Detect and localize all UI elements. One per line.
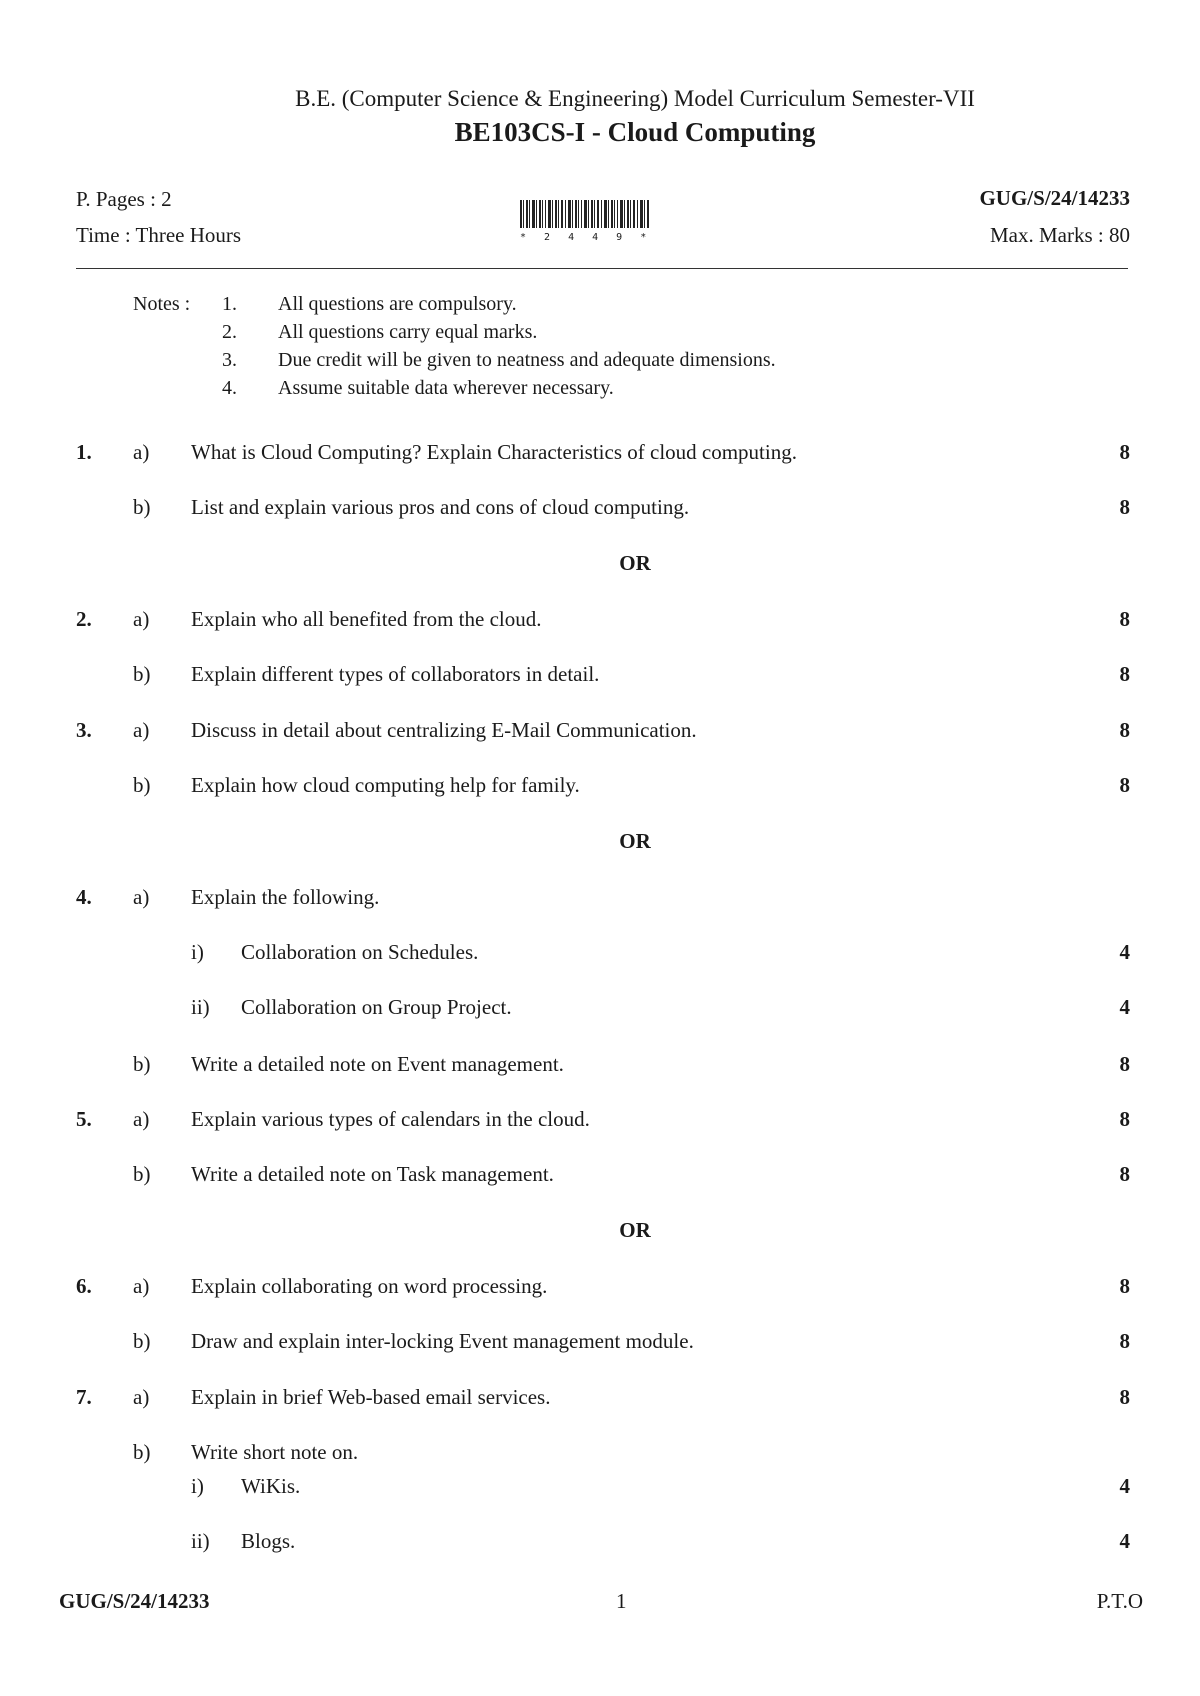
question-text: Write a detailed note on Task management. (191, 1162, 554, 1186)
part-label: b) (133, 662, 151, 686)
paper-code: GUG/S/24/14233 (979, 186, 1130, 210)
question-text: Explain the following. (191, 885, 380, 909)
question-text: Explain how cloud computing help for family. (191, 773, 580, 797)
subpart-label: i) (191, 1474, 204, 1498)
note-text: All questions are compulsory. (278, 293, 517, 315)
part-label: a) (133, 607, 150, 631)
subpart-label: ii) (191, 1529, 210, 1553)
question-text: Discuss in detail about centralizing E-Mail Communication. (191, 718, 697, 742)
note-text: All questions carry equal marks. (278, 321, 538, 343)
subpart-label: i) (191, 940, 204, 964)
question-text: Explain who all benefited from the cloud. (191, 607, 542, 631)
note-number: 4. (222, 377, 237, 399)
notes-label: Notes : (133, 293, 191, 315)
note-text: Assume suitable data wherever necessary. (278, 377, 614, 399)
paper-title: BE103CS-I - Cloud Computing (454, 117, 816, 147)
part-label: a) (133, 1107, 150, 1131)
part-label: b) (133, 495, 151, 519)
marks: 8 (1119, 773, 1130, 797)
note-number: 3. (222, 349, 237, 371)
part-label: b) (133, 1162, 151, 1186)
question-text: Explain different types of collaborators in detail. (191, 662, 600, 686)
question-number: 3. (76, 718, 92, 742)
question-text: List and explain various pros and cons of cloud computing. (191, 495, 690, 519)
part-label: b) (133, 1440, 151, 1464)
page-number: 1 (616, 1589, 627, 1613)
marks: 4 (1119, 1529, 1130, 1553)
question-text: Draw and explain inter-locking Event management module. (191, 1329, 694, 1353)
subpart-text: Collaboration on Schedules. (241, 940, 479, 964)
marks: 8 (1119, 1107, 1130, 1131)
please-turn-over: P.T.O (1096, 1589, 1143, 1613)
page-count: P. Pages : 2 (76, 187, 172, 211)
marks: 8 (1119, 607, 1130, 631)
note-number: 2. (222, 321, 237, 343)
subpart-text: Blogs. (241, 1529, 296, 1553)
question-text: Write short note on. (191, 1440, 359, 1464)
question-text: Explain collaborating on word processing. (191, 1274, 548, 1298)
barcode-image (520, 200, 650, 228)
part-label: a) (133, 885, 150, 909)
question-number: 6. (76, 1274, 92, 1298)
note-text: Due credit will be given to neatness and adequate dimensions. (278, 349, 776, 371)
part-label: a) (133, 1274, 150, 1298)
course-line: B.E. (Computer Science & Engineering) Model Curriculum Semester-VII (295, 86, 975, 111)
marks: 8 (1119, 1052, 1130, 1076)
part-label: a) (133, 1385, 150, 1409)
marks: 8 (1119, 662, 1130, 686)
part-label: b) (133, 773, 151, 797)
subpart-text: WiKis. (241, 1474, 301, 1498)
marks: 4 (1119, 995, 1130, 1019)
part-label: a) (133, 718, 150, 742)
or-separator: OR (619, 551, 651, 575)
marks: 8 (1119, 718, 1130, 742)
question-number: 2. (76, 607, 92, 631)
or-separator: OR (619, 829, 651, 853)
subpart-label: ii) (191, 995, 210, 1019)
marks: 8 (1119, 1385, 1130, 1409)
header-divider (76, 268, 1128, 269)
marks: 8 (1119, 1329, 1130, 1353)
part-label: b) (133, 1052, 151, 1076)
footer-paper-code: GUG/S/24/14233 (59, 1589, 210, 1613)
marks: 8 (1119, 1274, 1130, 1298)
part-label: a) (133, 440, 150, 464)
question-text: Write a detailed note on Event management. (191, 1052, 564, 1076)
marks: 8 (1119, 495, 1130, 519)
max-marks: Max. Marks : 80 (990, 223, 1130, 247)
time-allowed: Time : Three Hours (76, 223, 242, 247)
barcode-text: * 2 4 4 9 * (520, 232, 653, 243)
question-text: What is Cloud Computing? Explain Characteristics of cloud computing. (191, 440, 797, 464)
question-number: 5. (76, 1107, 92, 1131)
marks: 4 (1119, 940, 1130, 964)
question-text: Explain in brief Web-based email services. (191, 1385, 551, 1409)
part-label: b) (133, 1329, 151, 1353)
question-number: 1. (76, 440, 92, 464)
question-number: 7. (76, 1385, 92, 1409)
marks: 8 (1119, 440, 1130, 464)
marks: 4 (1119, 1474, 1130, 1498)
note-number: 1. (222, 293, 237, 315)
question-number: 4. (76, 885, 92, 909)
marks: 8 (1119, 1162, 1130, 1186)
or-separator: OR (619, 1218, 651, 1242)
subpart-text: Collaboration on Group Project. (241, 995, 512, 1019)
question-text: Explain various types of calendars in the cloud. (191, 1107, 590, 1131)
